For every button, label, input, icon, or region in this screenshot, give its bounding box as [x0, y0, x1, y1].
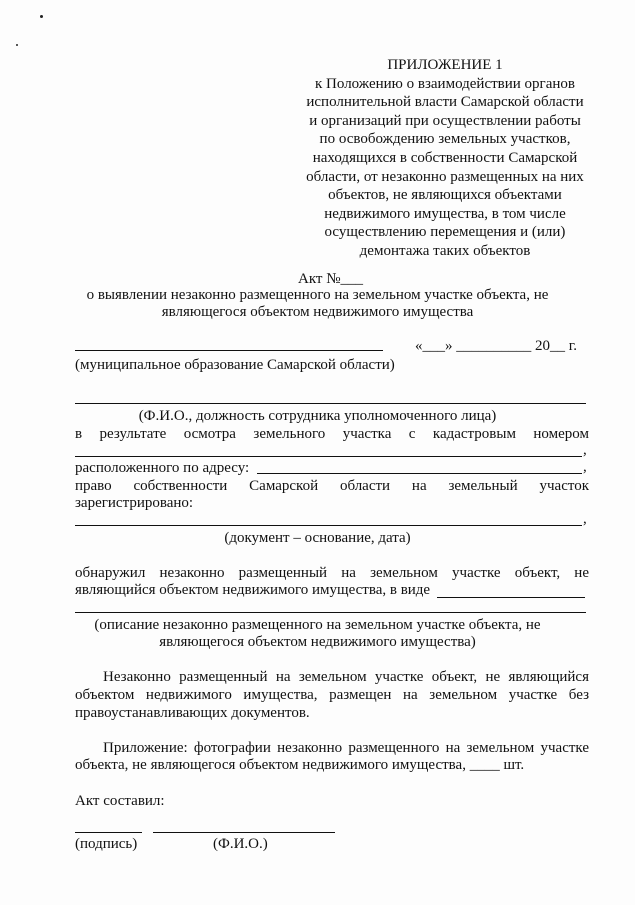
act-title: Акт №___: [298, 271, 364, 287]
appendix-line: к Положению о взаимодействии органов: [315, 75, 575, 92]
cadastral-number-field[interactable]: [75, 456, 582, 457]
appendix-heading: ПРИЛОЖЕНИЕ 1: [387, 57, 503, 73]
object-description-field[interactable]: [75, 612, 586, 613]
rights-line: право собственности Самарской области на земельный участок: [75, 478, 589, 494]
name-label: (Ф.И.О.): [213, 836, 268, 852]
inspection-line: в результате осмотра земельного участка с кадастровым номером: [75, 426, 589, 442]
address-field[interactable]: [257, 473, 582, 474]
signature-label: (подпись): [75, 836, 138, 852]
appendix-line: недвижимого имущества, в том числе: [324, 205, 566, 222]
signature-field[interactable]: [75, 832, 142, 833]
appendix-line: находящихся в собственности Самарской: [312, 149, 578, 166]
document-label: (документ – основание, дата): [224, 530, 411, 546]
appendix-line: и организаций при осуществлении работы: [309, 112, 581, 129]
appendix-block: [300, 56, 590, 261]
registered-label: зарегистрировано:: [75, 495, 194, 511]
found-line: обнаружил незаконно размещенный на земельном участке объект, не: [75, 565, 589, 581]
paragraph-1: правоустанавливающих документов.: [75, 705, 310, 721]
official-field[interactable]: [75, 403, 586, 404]
paragraph-2: объекта, не являющегося объектом недвижимого имущества, ____ шт.: [75, 757, 525, 773]
document-field[interactable]: [75, 525, 582, 526]
comma: ,: [583, 459, 587, 475]
description-label: являющегося объектом недвижимого имущества): [159, 634, 476, 650]
appendix-line: области, от незаконно размещенных на них: [306, 168, 584, 185]
name-field[interactable]: [153, 832, 335, 833]
municipality-label: (муниципальное образование Самарской области): [75, 357, 395, 373]
address-label: расположенного по адресу:: [75, 460, 250, 476]
appendix-line: по освобождению земельных участков,: [319, 131, 571, 148]
found-line-2: являющийся объектом недвижимого имущества, в виде: [75, 582, 431, 598]
object-type-field[interactable]: [437, 597, 585, 598]
official-label: (Ф.И.О., должность сотрудника уполномоченного лица): [138, 408, 497, 424]
appendix-line: исполнительной власти Самарской области: [306, 94, 584, 111]
act-subtitle: являющегося объектом недвижимого имущества: [161, 304, 474, 320]
comma: ,: [583, 511, 587, 527]
paragraph-1: объектом недвижимого имущества, размещен на земельном участке без: [75, 687, 589, 703]
scan-speck: [16, 44, 18, 46]
appendix-line: объектов, не являющихся объектами: [328, 187, 562, 204]
date-field[interactable]: «___» __________ 20__ г.: [415, 338, 577, 354]
scan-speck: [40, 15, 43, 18]
municipality-field[interactable]: [75, 350, 383, 351]
appendix-line: осуществлению перемещения и (или): [324, 224, 566, 241]
comma: ,: [583, 442, 587, 458]
appendix-line: демонтажа таких объектов: [359, 242, 531, 259]
act-subtitle: о выявлении незаконно размещенного на земельном участке объекта, не: [86, 287, 549, 303]
paragraph-1: Незаконно размещенный на земельном участке объект, не являющийся: [103, 669, 589, 685]
paragraph-2: Приложение: фотографии незаконно размещенного на земельном участке: [103, 740, 589, 756]
composed-label: Акт составил:: [75, 793, 165, 809]
description-label: (описание незаконно размещенного на земельном участке объекта, не: [94, 617, 541, 633]
